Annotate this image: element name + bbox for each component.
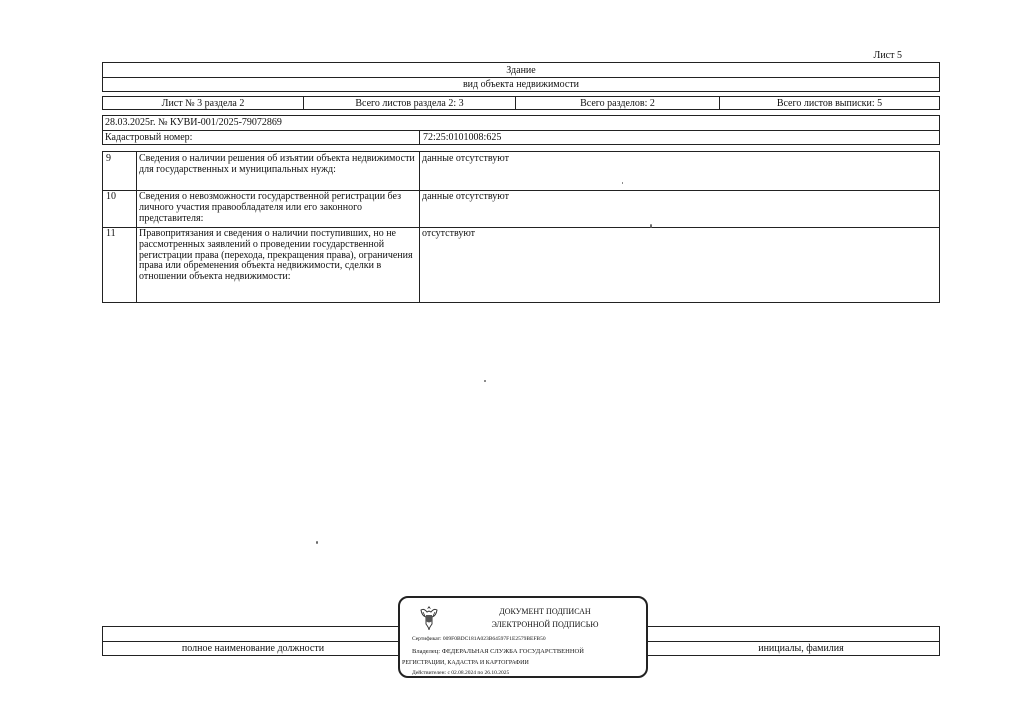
stamp-owner-line2: РЕГИСТРАЦИИ, КАДАСТРА И КАРТОГРАФИИ — [402, 660, 529, 666]
stamp-title-line2: ЭЛЕКТРОННОЙ ПОДПИСЬЮ — [491, 620, 599, 629]
stamp-title-line1: ДОКУМЕНТ ПОДПИСАН — [499, 607, 591, 616]
scan-speck — [484, 380, 486, 382]
data-table — [102, 151, 940, 303]
sections-total: Всего разделов: 2 — [516, 97, 720, 109]
table-row — [103, 152, 939, 190]
electronic-signature-stamp — [398, 596, 648, 678]
object-type-caption: вид объекта недвижимости — [462, 78, 580, 90]
section-sheets-total: Всего листов раздела 2: 3 — [304, 97, 516, 109]
row-value: данные отсутствуют — [422, 153, 509, 164]
coat-of-arms-icon — [418, 604, 440, 632]
row-number: 10 — [106, 191, 116, 202]
scan-speck — [316, 541, 318, 544]
cadastral-number-value: 72:25:0101008:625 — [423, 132, 502, 143]
position-caption: полное наименование должности — [181, 643, 325, 654]
row-number: 11 — [106, 228, 116, 239]
scan-speck — [650, 224, 652, 228]
row-value: отсутствуют — [422, 228, 476, 239]
row-label: Сведения о наличии решения об изъятии объекта недвижимости для государственных и муниципальных нужд: — [139, 153, 415, 175]
page-label: Лист 5 — [873, 50, 902, 61]
object-type-value: Здание — [506, 64, 536, 76]
table-row — [103, 190, 939, 227]
name-caption: инициалы, фамилия — [758, 643, 844, 654]
sheet-number: Лист № 3 раздела 2 — [103, 97, 304, 109]
stamp-certificate: Сертификат: 009F0BDC181A023B64597F1E2579BEFB50 — [412, 636, 546, 642]
extract-date-number: 28.03.2025г. № КУВИ-001/2025-79072869 — [105, 117, 282, 128]
sheet-info-row — [102, 96, 940, 110]
cadastral-number-label: Кадастровый номер: — [105, 132, 193, 143]
row-label: Правопритязания и сведения о наличии поступивших, но не рассмотренных заявлений о проведении государственной регистрации права (перехода, прекращения права), ограничения права или обременения объекта недвижимости, сделки в отношении объекта недвижимости: — [139, 228, 413, 283]
stamp-owner-line1: Владелец: ФЕДЕРАЛЬНАЯ СЛУЖБА ГОСУДАРСТВЕННОЙ — [412, 648, 584, 655]
row-number: 9 — [106, 153, 111, 164]
row-value: данные отсутствуют — [422, 191, 509, 202]
table-row — [103, 227, 939, 302]
record-header — [102, 115, 940, 145]
stamp-validity: Действителен: с 02.08.2024 по 26.10.2025 — [412, 670, 510, 676]
object-type-box — [102, 62, 940, 92]
extract-sheets-total: Всего листов выписки: 5 — [776, 97, 883, 109]
row-label: Сведения о невозможности государственной регистрации без личного участия правообладателя или его законного представителя: — [139, 191, 402, 224]
scan-speck — [622, 182, 623, 184]
